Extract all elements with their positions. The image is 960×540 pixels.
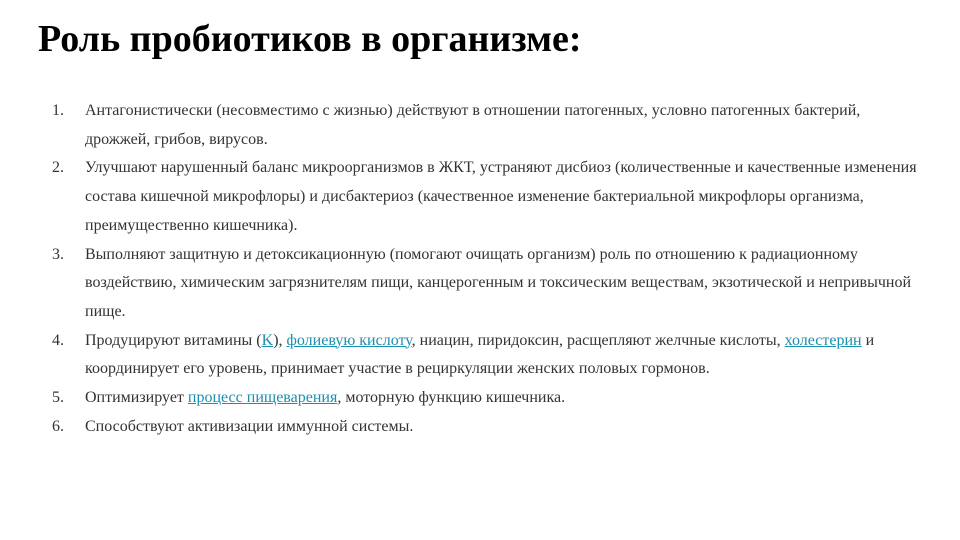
list-item-text: Выполняют защитную и детоксикационную (помогают очищать организм) роль по отношению к радиационному воздействию, химическим загрязнителям пищи, канцерогенным и токсическим веществам, экзотической и непривычной пище. [85,245,912,320]
list-item-5 [52,384,922,413]
probiotics-roles-list [52,97,922,441]
list-item-text: Способствуют активизации иммунной системы. [85,417,414,435]
list-item-text: Антагонистически (несовместимо с жизнью) действуют в отношении патогенных, условно патогенных бактерий, дрожжей, грибов, вирусов. [85,102,861,148]
list-item-3 [52,241,922,327]
list-number: 4. [52,331,64,349]
list-item-text-part: , моторную функцию кишечника. [337,389,566,407]
folic-acid-link[interactable]: фолиевую кислоту [286,331,412,349]
vitamin-k-link[interactable]: K [261,331,274,349]
list-item-4 [52,327,922,384]
list-number: 6. [52,417,64,435]
list-item-text-part: ), [273,331,287,349]
list-item-1 [52,97,922,154]
digestion-process-link[interactable]: процесс пищеварения [187,389,338,407]
list-number: 2. [52,159,64,177]
cholesterol-link[interactable]: холестерин [784,331,862,349]
list-item-text-part: Продуцируют витамины ( [85,331,262,349]
list-item-2 [52,154,922,240]
list-item-6 [52,413,922,442]
slide-title: Роль пробиотиков в организме: [38,18,582,60]
list-number: 1. [52,102,64,119]
list-item-text-part: Оптимизирует [85,389,188,407]
list-number: 5. [52,389,64,407]
list-item-text: Улучшают нарушенный баланс микроорганизмов в ЖКТ, устраняют дисбиоз (количественные и качественные изменения состава кишечной микрофлоры) и дисбактериоз (качественное изменение бактериальной микрофлоры организма, преимущественно кишечника). [85,159,917,234]
list-item-text-part: и координирует его уровень, принимает участие в рециркуляции женских половых гормонов. [85,331,875,378]
list-number: 3. [52,245,64,263]
list-item-text-part: , ниацин, пиридоксин, расщепляют желчные кислоты, [411,331,785,349]
